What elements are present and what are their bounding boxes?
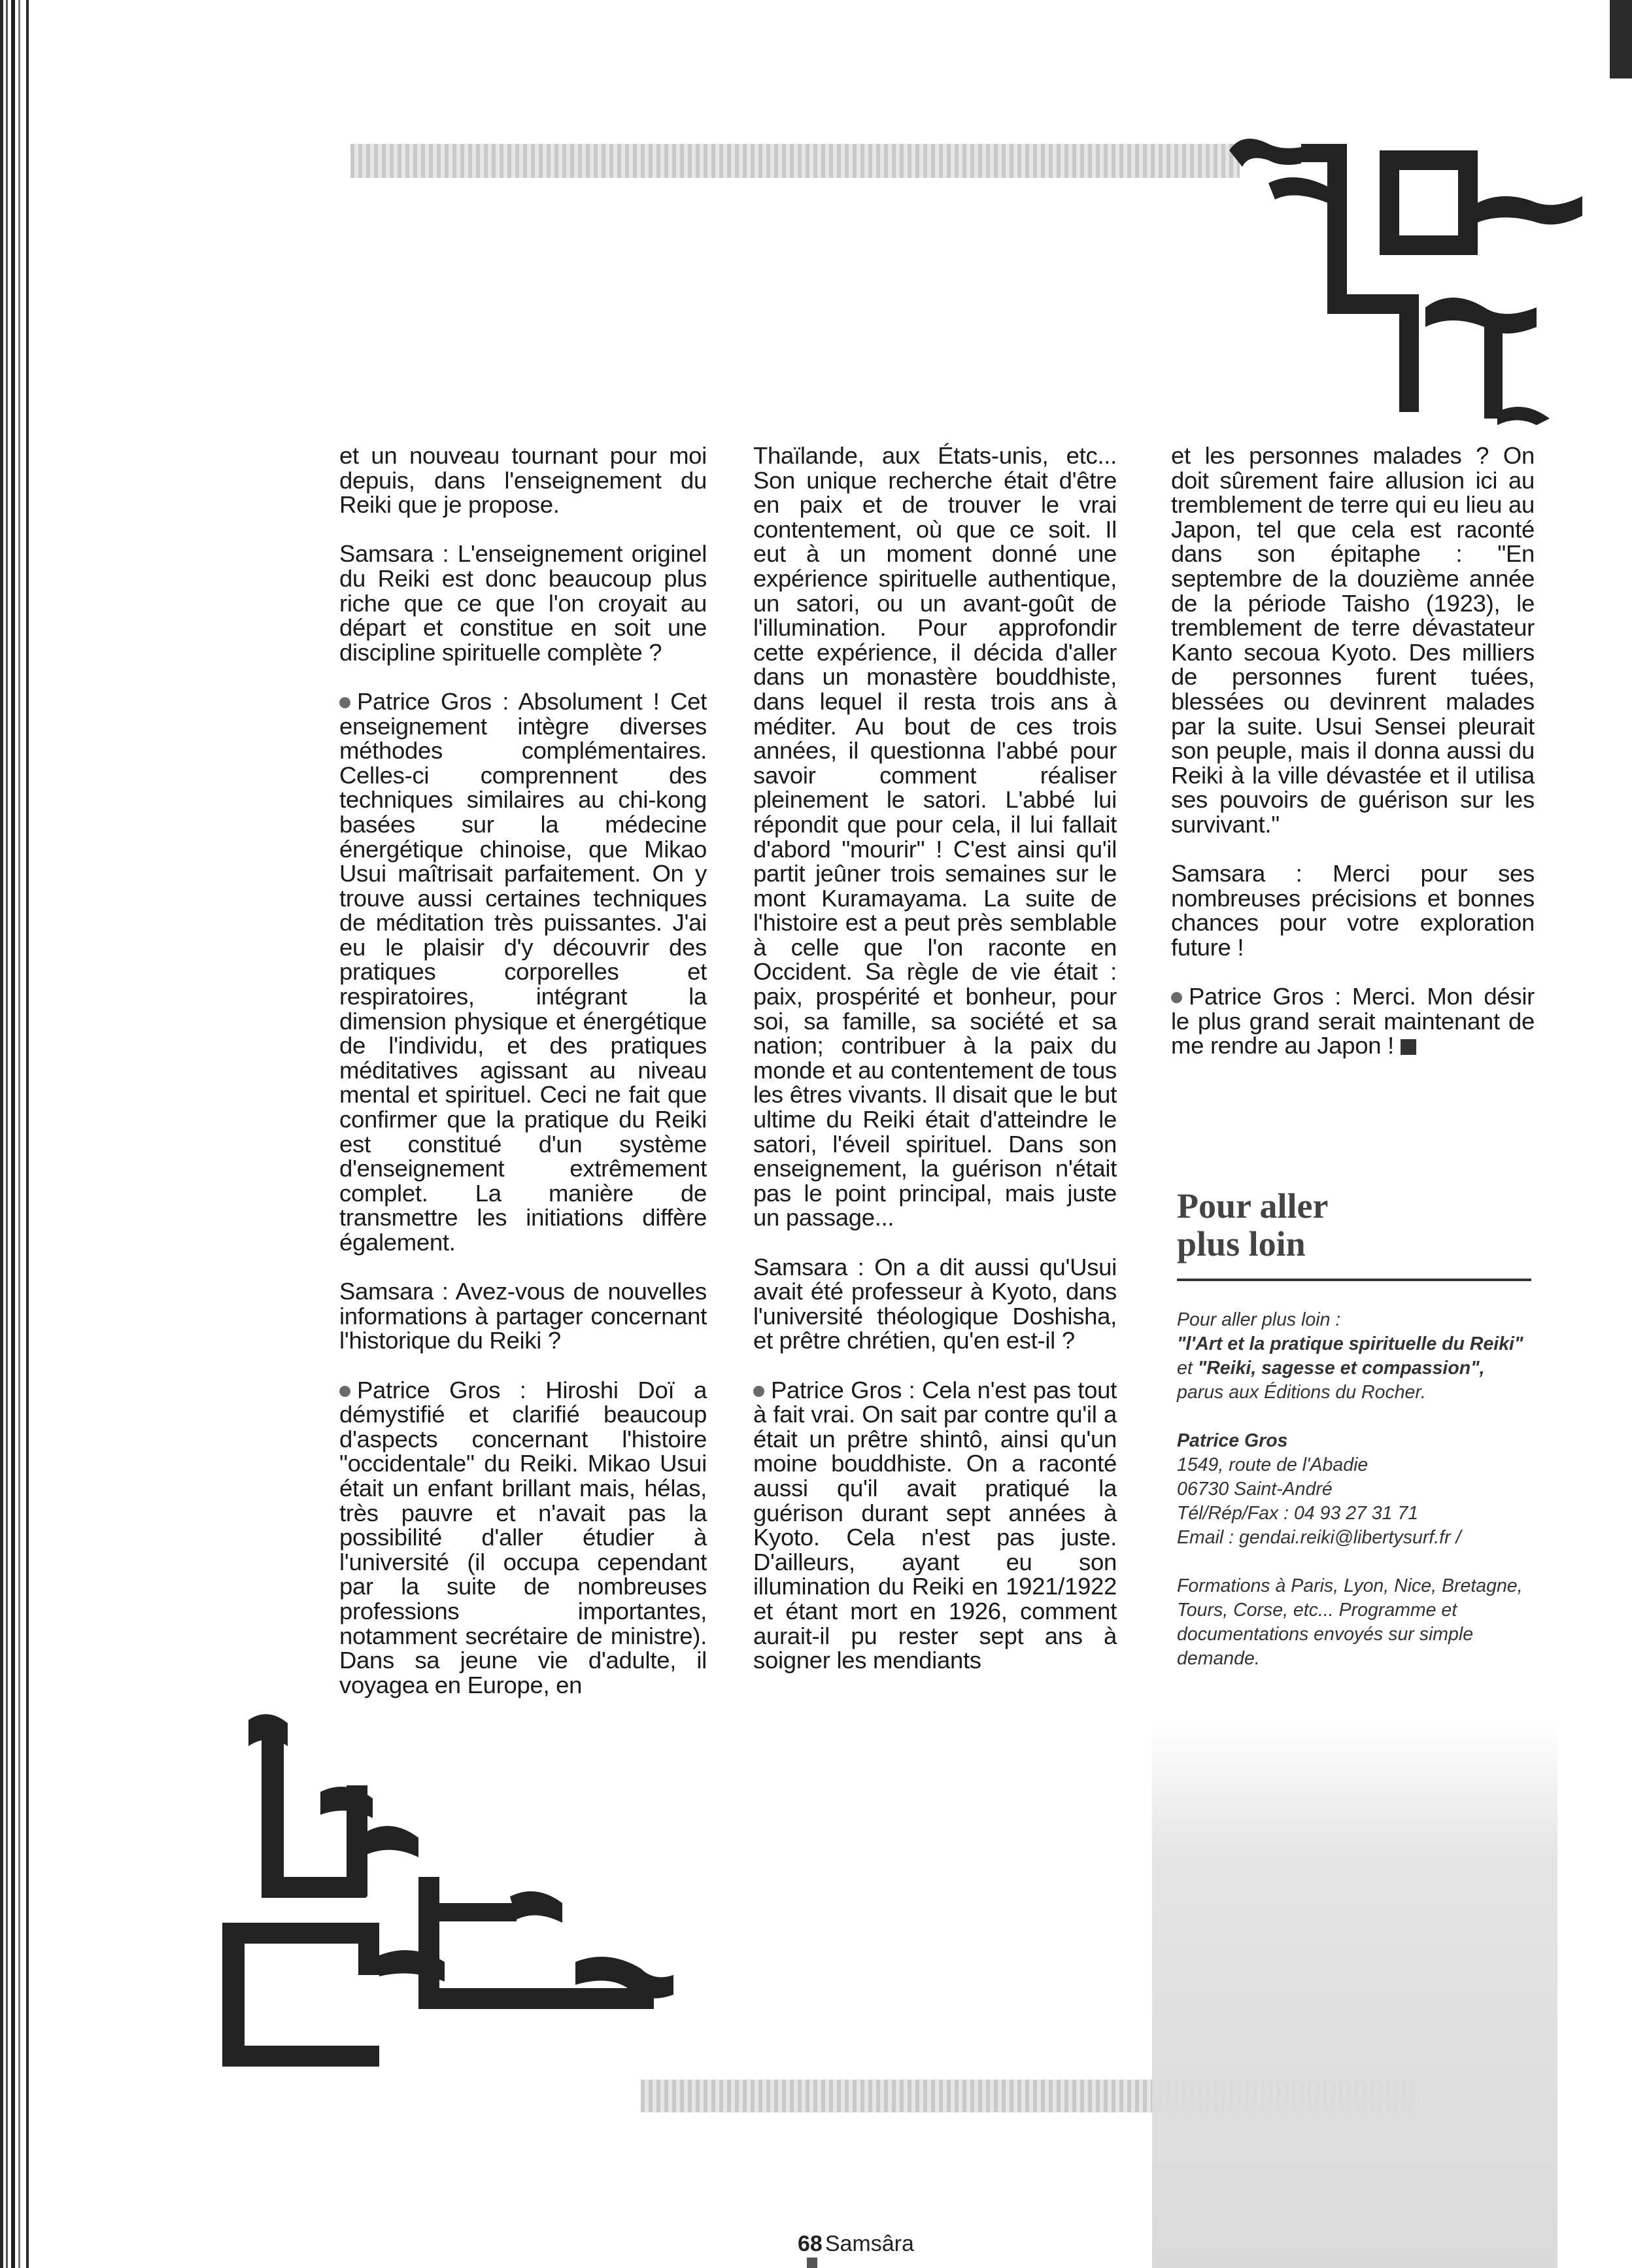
col1-paragraph-4: Samsara : Avez-vous de nouvelles informations à partager concernant l'historique du Reiki ? [339, 1278, 707, 1354]
box-contact-name: Patrice Gros [1177, 1430, 1288, 1451]
box-address-1: 1549, route de l'Abadie [1177, 1454, 1368, 1475]
footer-mark [807, 2258, 817, 2268]
page-number: 68 [798, 2231, 823, 2256]
col1-paragraph-2: Samsara : L'enseignement originel du Reiki est donc beaucoup plus riche que ce que l'on croyait au départ et constitue en soit une discipline spirituelle complète ? [339, 540, 707, 666]
bullet-icon [1171, 992, 1182, 1003]
col3-paragraph-2: Samsara : Merci pour ses nombreuses précisions et bonnes chances pour votre exploration future ! [1171, 860, 1535, 961]
box-title [1177, 1187, 1530, 1263]
box-book-2: "Reiki, sagesse et compassion", [1197, 1358, 1485, 1379]
box-intro: Pour aller plus loin : [1177, 1309, 1341, 1330]
article-column-1 [339, 443, 707, 1722]
col2-paragraph-1: Thaïlande, aux États-unis, etc... Son unique recherche était d'être en paix et de trouver le vrai contentement, où que ce soit. Il eut à un moment donné une expérience spirituelle authentique, un satori, ou un avant-goût de l'illumination. Pour approfondir cette expérience, il décida d'aller dans un monastère bouddhiste, dans lequel il resta trois ans à méditer. Au bout de ces trois années, il questionna l'abbé pour savoir comment réaliser pleinement le satori. L'abbé lui répondit que pour cela, il lui fallait d'abord "mourir" ! C'est ainsi qu'il partit jeûner trois semaines sur le mont Kuramayama. La suite de l'histoire est a peut près semblable à celle que l'on raconte en Occident. Sa règle de vie était : paix, prospérité et bonheur, pour soi, sa famille, sa société et sa nation; contribuer à la paix du monde et au contentement de tous les êtres vivants. Il disait que le but ultime du Reiki était d'atteindre le satori, l'éveil spirituel. Dans son enseignement, la guérison n'était pas le point principal, mais juste un passage... [753, 442, 1117, 1231]
col3-paragraph-1: et les personnes malades ? On doit sûrement faire allusion ici au tremblement de terre qui eu lieu au Japon, tel que cela est raconté dans son épitaphe : "En septembre de la douzième année de la période Taisho (1923), le tremblement de terre dévastateur Kanto secoua Kyoto. Des milliers de personnes furent tuées, blessées ou devinrent malades par la suite. Usui Sensei pleurait son peuple, mais il donna aussi du Reiki à la ville dévastée et il utilisa ses pouvoirs de guérison sur les survivant." [1171, 442, 1535, 838]
page-footer [798, 2231, 914, 2257]
col1-paragraph-1: et un nouveau tournant pour moi depuis, dans l'enseignement du Reiki que je propose. [339, 442, 707, 519]
magazine-name: Samsâra [824, 2231, 914, 2256]
box-address-2: 06730 Saint-André [1177, 1479, 1333, 1500]
box-book-1: "l'Art et la pratique spirituelle du Reiki" [1177, 1333, 1523, 1354]
bullet-icon [339, 1386, 350, 1397]
further-reading-box [1177, 1308, 1543, 1671]
col1-answer-text-2: Patrice Gros : Hiroshi Doï a démystifié et clarifié beaucoup d'aspects concernant l'histoire "occidentale" du Reiki. Mikao Usui était un enfant brillant mais, hélas, très pauvre et n'avait pas la possibilité d'aller étudier à l'université (il occupa cependant par la suite de nombreuses professions importantes, notamment secrétaire de ministre). Dans sa jeune vie d'adulte, il voyagea en Europe, en [339, 1376, 707, 1698]
box-title-line-1: Pour aller [1177, 1186, 1329, 1226]
col1-paragraph-5 [339, 1378, 707, 1698]
box-book-2-line [1177, 1356, 1543, 1381]
scan-binding-edge [0, 0, 41, 2268]
box-title-rule [1177, 1279, 1531, 1281]
article-column-2 [753, 443, 1117, 1697]
bottom-left-ornament [222, 1707, 680, 2073]
bullet-icon [753, 1386, 764, 1397]
col1-answer-text: Patrice Gros : Absolument ! Cet enseignement intègre diverses méthodes complémentaires. Celles-ci comprennent des techniques similaires au chi-kong basées sur la médecine énergétique chinoise, que Mikao Usui maîtrisait parfaitement. On y trouve aussi certaines techniques de méditation très puissantes. J'ai eu le plaisir d'y découvrir des pratiques corporelles et respiratoires, intégrant la dimension physique et énergétique de l'individu, et des pratiques méditatives agissant au niveau mental et spirituel. Ceci ne fait que confirmer que la pratique du Reiki est constitué d'un système d'enseignement extrêmement complet. La manière de transmettre les initiations diffère également. [339, 687, 707, 1256]
bullet-icon [339, 697, 350, 708]
article-column-3 [1171, 443, 1535, 1082]
box-email: Email : gendai.reiki@libertysurf.fr / [1177, 1527, 1461, 1548]
box-and: et [1177, 1358, 1193, 1379]
end-mark-icon [1401, 1039, 1416, 1055]
box-title-line-2: plus loin [1177, 1224, 1306, 1263]
col3-paragraph-3 [1171, 984, 1535, 1058]
scan-edge-mark [1610, 0, 1632, 78]
col2-paragraph-3 [753, 1378, 1117, 1673]
col3-answer-text: Patrice Gros : Merci. Mon désir le plus grand serait maintenant de me rendre au Japon ! [1171, 983, 1535, 1059]
box-phone: Tél/Rép/Fax : 04 93 27 31 71 [1177, 1503, 1419, 1524]
col1-paragraph-3 [339, 689, 707, 1255]
col2-paragraph-2: Samsara : On a dit aussi qu'Usui avait été professeur à Kyoto, dans l'université théologique Doshisha, et prêtre chrétien, qu'en est-il ? [753, 1253, 1117, 1354]
sidebar-shading [1152, 1720, 1557, 2268]
top-decorative-bar [350, 144, 1240, 178]
top-right-ornament [1229, 124, 1595, 425]
box-publisher: parus aux Éditions du Rocher. [1177, 1382, 1426, 1403]
col2-answer-text: Patrice Gros : Cela n'est pas tout à fait vrai. On sait par contre qu'il a était un prêtre shintô, ainsi qu'un moine bouddhiste. On a raconté aussi qu'il avait pratiqué la guérison durant sept années à Kyoto. Cela n'est pas juste. D'ailleurs, ayant eu son illumination du Reiki en 1921/1922 et étant mort en 1926, comment aurait-il pu rester sept ans à soigner les mendiants [753, 1376, 1117, 1674]
box-formations: Formations à Paris, Lyon, Nice, Bretagne, Tours, Corse, etc... Programme et documentations envoyés sur simple demande. [1177, 1575, 1523, 1669]
